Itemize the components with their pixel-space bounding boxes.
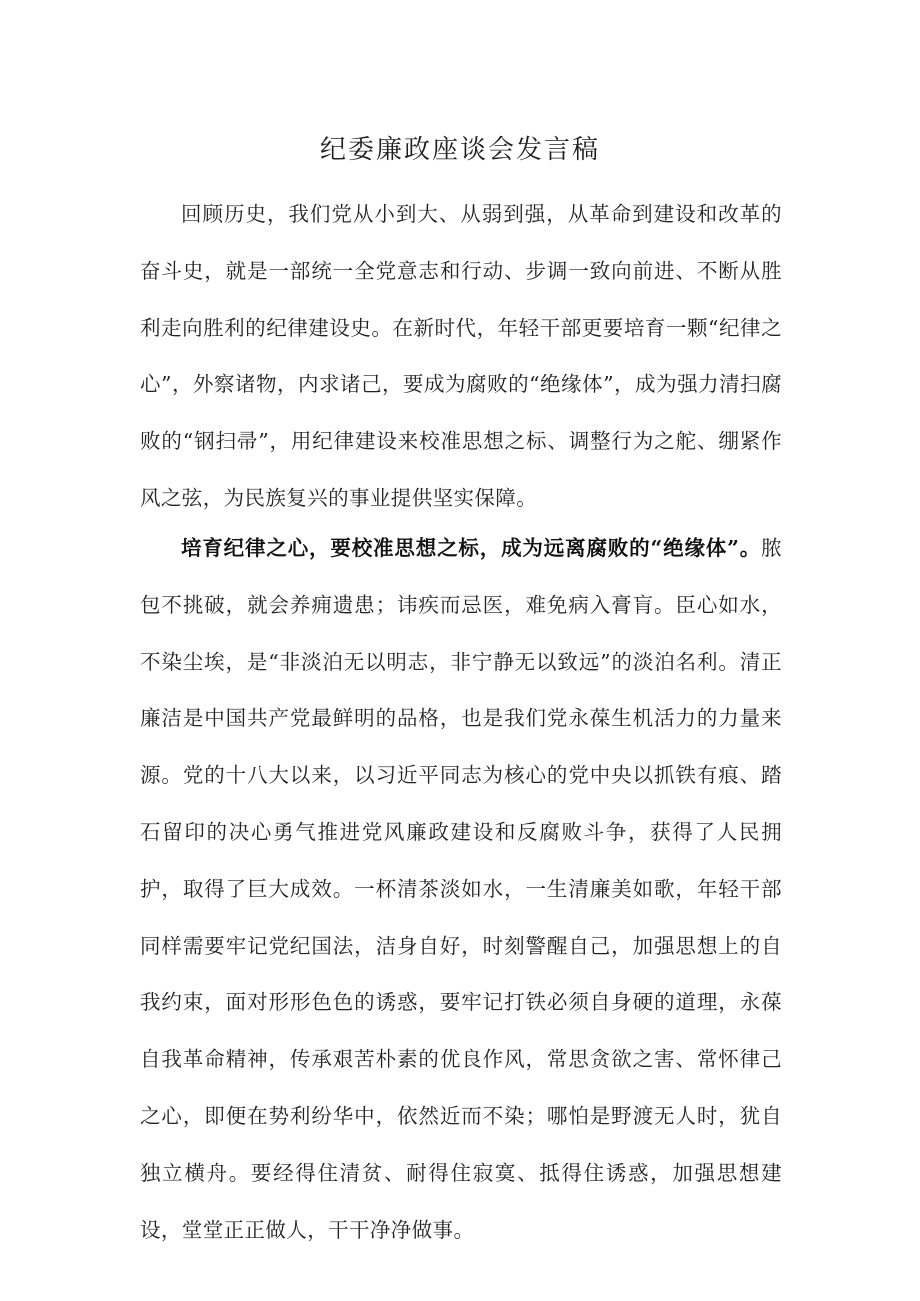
paragraph-2-text: 脓包不挑破，就会养痈遗患；讳疾而忌医，难免病入膏肓。臣心如水，不染尘埃，是“非淡泊无以明志，非宁静无以致远”的淡泊名利。清正廉洁是中国共产党最鲜明的品格，也是我们党永葆生机活力的力量来源。党的十八大以来，以习近平同志为核心的党中央以抓铁有痕、踏石留印的决心勇气推进党风廉政建设和反腐败斗争，获得了人民拥护，取得了巨大成效。一杯清茶淡如水，一生清廉美如歌，年轻干部同样需要牢记党纪国法，洁身自好，时刻警醒自己，加强思想上的自我约束，面对形形色色的诱惑，要牢记打铁必须自身硬的道理，永葆自我革命精神，传承艰苦朴素的优良作风，常思贪欲之害、常怀律己之心，即便在势利纷华中，依然近而不染；哪怕是野渡无人时，犹自独立横舟。要经得住清贫、耐得住寂寞、抵得住诱惑，加强思想建设，堂堂正正做人，干干净净做事。 xyxy=(140,536,782,1242)
paragraph-2-lead: 培育纪律之心，要校准思想之标，成为远离腐败的“绝缘体”。 xyxy=(181,536,762,560)
paragraph-2 xyxy=(140,520,782,1258)
paragraph-1 xyxy=(140,186,782,527)
document-title: 纪委廉政座谈会发言稿 xyxy=(319,135,600,165)
paragraph-1-text: 回顾历史，我们党从小到大、从弱到强，从革命到建设和改革的奋斗史，就是一部统一全党意志和行动、步调一致向前进、不断从胜利走向胜利的纪律建设史。在新时代，年轻干部更要培育一颗“纪律之心”，外察诸物，内求诸己，要成为腐败的“绝缘体”，成为强力清扫腐败的“钢扫帚”，用纪律建设来校准思想之标、调整行为之舵、绷紧作风之弦，为民族复兴的事业提供坚实保障。 xyxy=(140,202,782,510)
